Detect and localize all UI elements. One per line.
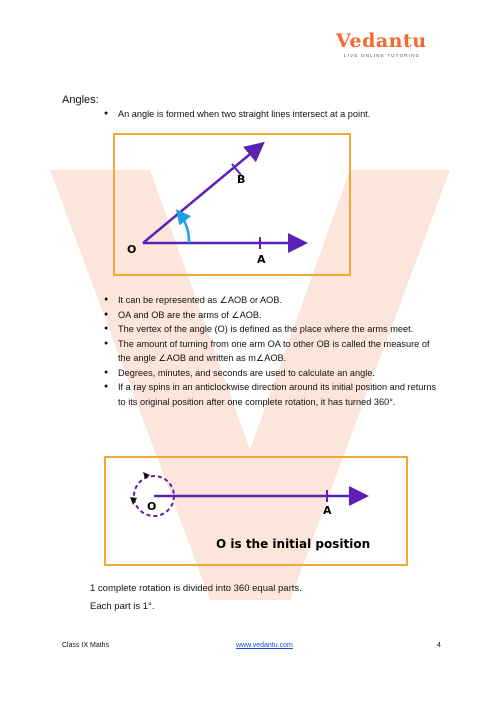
point-b-label: B <box>237 173 246 186</box>
point-a-label: A <box>257 253 266 266</box>
angle-diagram <box>115 135 349 274</box>
list-item: ● It can be represented as ∠AOB or AOB. <box>104 293 442 308</box>
intro-bullet-list <box>104 107 442 122</box>
figure-caption: O is the initial position <box>216 537 371 551</box>
angle-arc <box>179 213 189 243</box>
logo-wordmark: Vedantu <box>336 30 427 52</box>
rotation-paragraph: 1 complete rotation is divided into 360 equal parts. <box>90 583 302 594</box>
footer-subject: Class IX Maths <box>62 642 110 649</box>
rotation-figure <box>104 456 408 566</box>
origin-label: O <box>147 500 157 513</box>
angle-facts-list <box>104 293 442 409</box>
list-item: ● OA and OB are the arms of ∠AOB. <box>104 308 442 323</box>
vertex-label: O <box>127 243 137 256</box>
list-item: ● The amount of turning from one arm OA to other OB is called the measure of the angle ∠AOB and written as m∠AOB. <box>104 337 442 366</box>
ray-ob <box>143 145 261 243</box>
list-item: ● If a ray spins in an anticlockwise direction around its initial position and returns to its original position after one complete rotation, it has turned 360°. <box>104 380 442 409</box>
rotation-arrow-left <box>130 497 137 505</box>
list-item: ● The vertex of the angle (O) is defined as the place where the arms meet. <box>104 322 442 337</box>
section-heading: Angles: <box>62 94 99 106</box>
list-item: ● Degrees, minutes, and seconds are used to calculate an angle. <box>104 366 442 381</box>
point-a-label: A <box>323 504 332 517</box>
vedantu-logo <box>336 30 446 64</box>
footer-website-link[interactable]: www.vedantu.com <box>236 642 293 649</box>
list-item: ● An angle is formed when two straight lines intersect at a point. <box>104 107 442 122</box>
rotation-diagram <box>106 458 406 564</box>
angle-figure <box>113 133 351 276</box>
degree-paragraph: Each part is 1°. <box>90 601 155 612</box>
page-number: 4 <box>437 642 441 649</box>
logo-tagline: LIVE ONLINE TUTORING <box>344 53 421 58</box>
